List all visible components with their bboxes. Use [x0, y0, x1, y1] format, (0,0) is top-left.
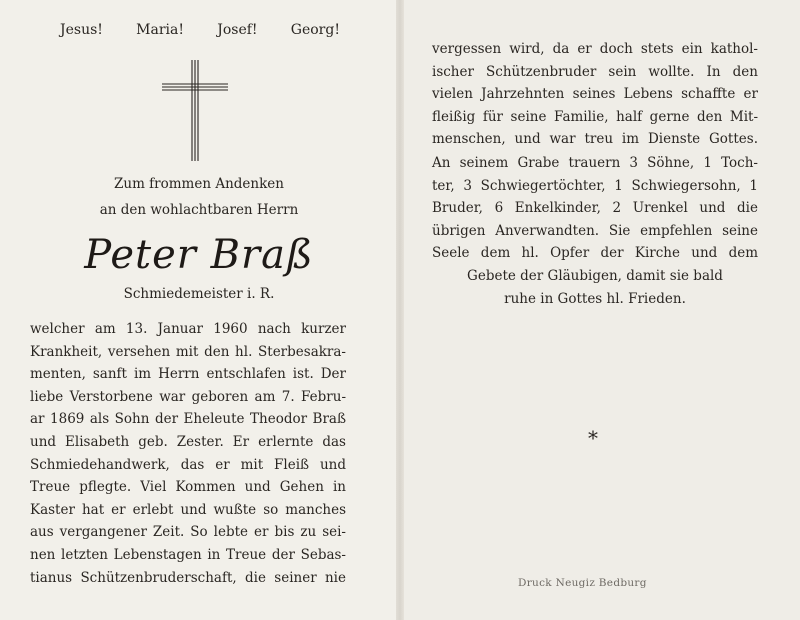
biography-text — [30, 318, 346, 589]
page-fold — [396, 0, 404, 620]
text-line: ischer Schützenbruder sein wollte. In den — [432, 63, 758, 80]
text-line: nen letzten Lebenstagen in Treue der Sebas- — [30, 546, 346, 563]
deceased-name: Peter Braß — [84, 232, 314, 278]
text-line: vielen Jahrzehnten seines Lebens schaffte er — [432, 86, 758, 103]
mourners-text — [432, 152, 758, 310]
text-line: liebe Verstorbene war geboren am 7. Febru- — [30, 388, 346, 405]
text-line: und Elisabeth geb. Zester. Er erlernte das — [30, 433, 346, 450]
text-line: Gebete der Gläubigen, damit sie bald — [467, 267, 723, 284]
text-line: ruhe in Gottes hl. Frieden. — [504, 290, 686, 307]
text-line: Schmiedehandwerk, das er mit Fleiß und — [30, 456, 346, 473]
text-line: tianus Schützenbruderschaft, die seiner nie — [30, 569, 346, 586]
text-line: Seele dem hl. Opfer der Kirche und dem — [432, 245, 758, 262]
text-line: Bruder, 6 Enkelkinder, 2 Urenkel und die — [432, 200, 758, 217]
text-line: vergessen wird, da er doch stets ein kathol- — [432, 41, 758, 57]
occupation: Schmiedemeister i. R. — [123, 286, 275, 302]
text-line: Treue pflegte. Viel Kommen und Gehen in — [30, 479, 346, 496]
invocation-jesus: Jesus! — [60, 22, 103, 38]
invocation-josef: Josef! — [217, 22, 258, 38]
text-line: menten, sanft im Herrn entschlafen ist. Der — [30, 366, 346, 383]
text-line: ter, 3 Schwiegertöchter, 1 Schwiegersohn, 1 — [432, 177, 758, 194]
invocation-line — [60, 22, 340, 38]
text-line: aus vergangener Zeit. So lebte er bis zu sei- — [30, 524, 346, 541]
text-line: menschen, und war treu im Dienste Gottes. — [432, 131, 758, 148]
cross-icon — [160, 58, 230, 163]
invocation-georg: Georg! — [290, 22, 340, 38]
text-line: welcher am 13. Januar 1960 nach kurzer — [30, 321, 346, 337]
biography-continued-text — [432, 38, 758, 151]
memorial-line-2: an den wohlachtbaren Herrn — [99, 202, 299, 218]
memorial-line-1: Zum frommen Andenken — [114, 176, 284, 192]
printer-imprint: Druck Neugiz Bedburg — [518, 577, 647, 589]
text-line: Kaster hat er erlebt und wußte so manches — [30, 501, 346, 518]
text-line: Krankheit, versehen mit den hl. Sterbesakra- — [30, 343, 346, 360]
text-line: übrigen Anverwandten. Sie empfehlen seine — [432, 222, 758, 239]
text-line: ar 1869 als Sohn der Eheleute Theodor Braß — [30, 411, 346, 428]
ornament-star: * — [588, 426, 598, 450]
invocation-maria: Maria! — [136, 22, 184, 38]
text-line: fleißig für seine Familie, half gerne den Mit- — [432, 108, 758, 125]
text-line: An seinem Grabe trauern 3 Söhne, 1 Toch- — [432, 155, 758, 171]
